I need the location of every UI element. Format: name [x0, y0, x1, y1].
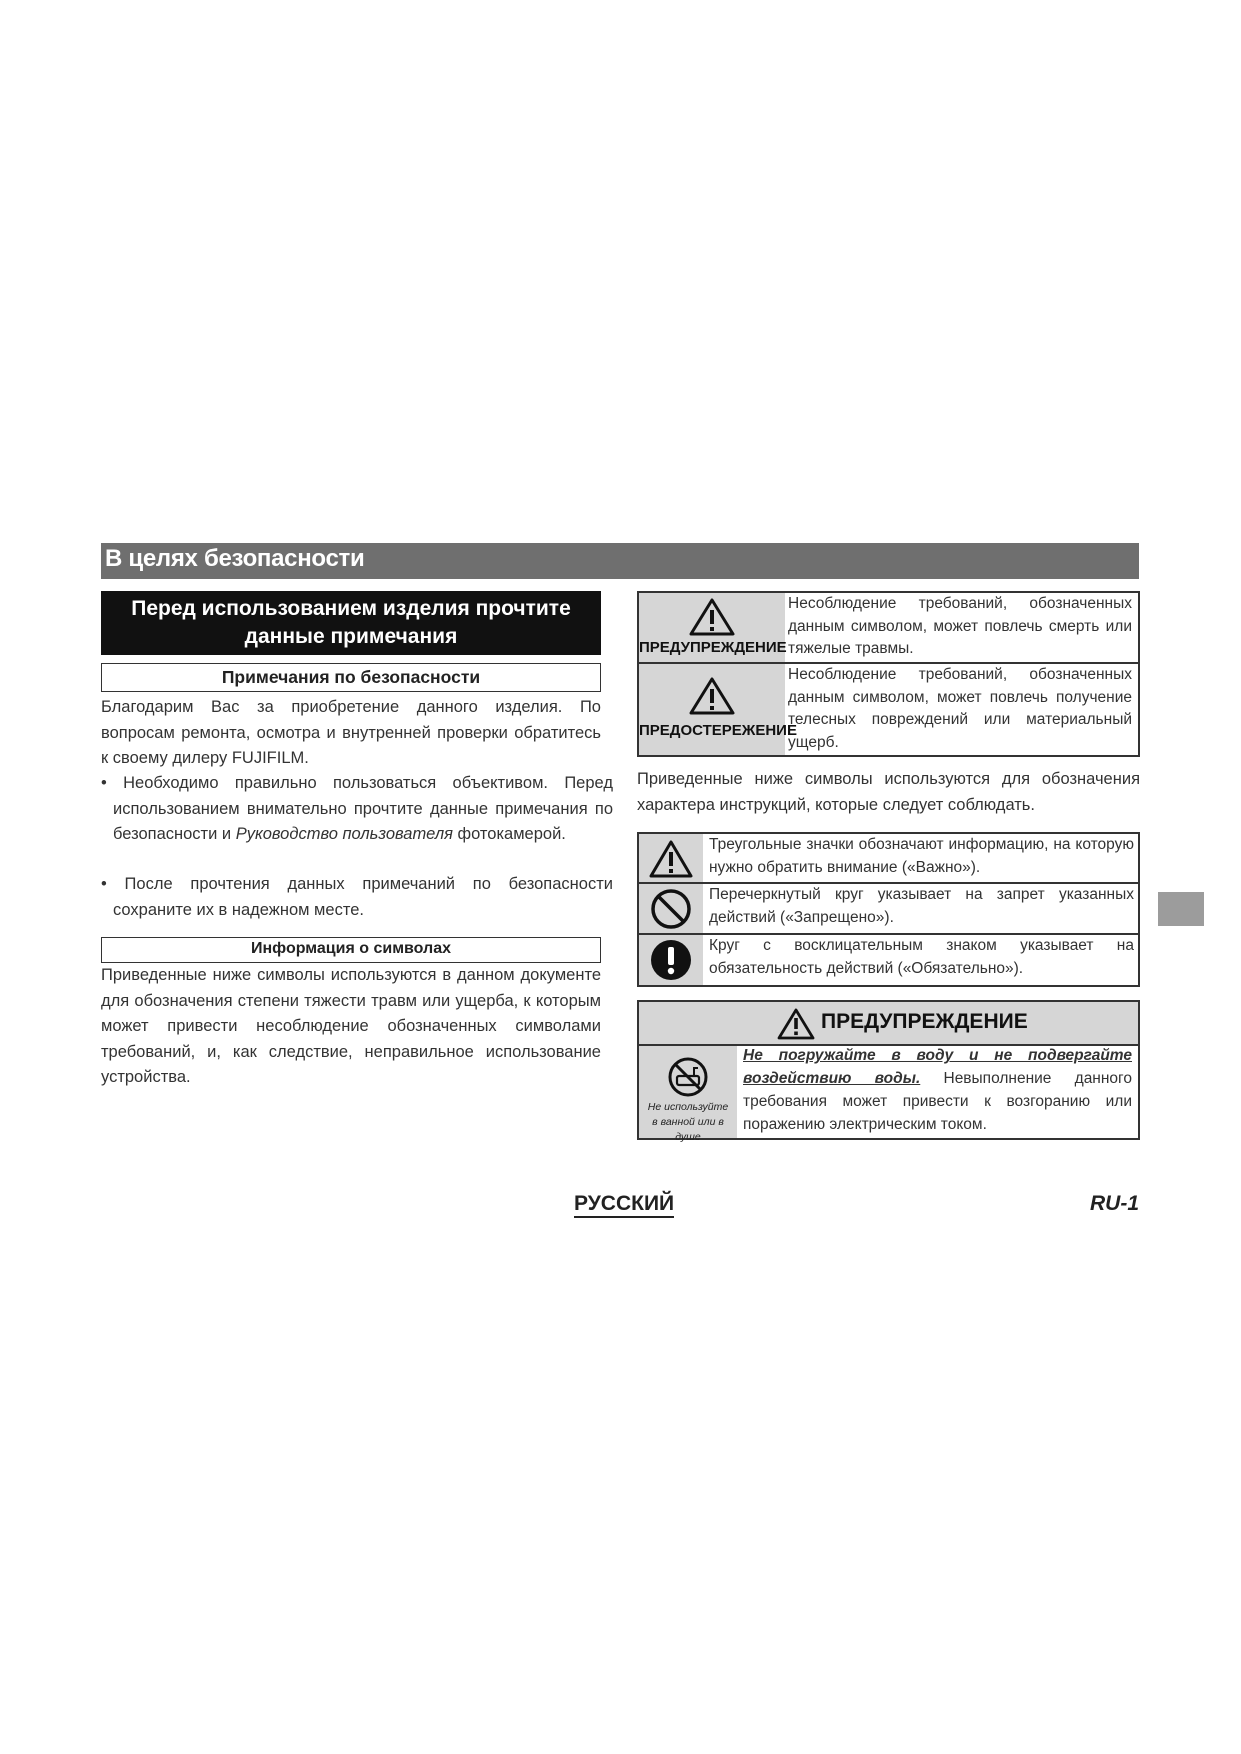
warning-triangle-icon: [777, 1007, 815, 1041]
symbol-table: [637, 832, 1140, 987]
severity-row-caution: [639, 664, 1138, 755]
notice-title: Перед использованием изделия прочтите данные примечания: [131, 597, 571, 648]
symbol-row-mandatory: [639, 935, 1138, 985]
symbols-info-heading: Информация о символах: [101, 937, 601, 963]
warning-box-header: [639, 1002, 1138, 1046]
notice-title-box: [101, 591, 601, 655]
caution-description: Несоблюдение требований, обозначенных данным символом, может повлечь получение телесных повреждений или материальный ущерб.: [788, 666, 1132, 751]
bullet-item: • После прочтения данных примечаний по безопасности сохраните их в надежном месте.: [101, 875, 613, 919]
instructions-intro: Приведенные ниже символы используются для обозначения характера инструкций, которые следует соблюдать.: [637, 770, 1140, 814]
warning-triangle-icon: [688, 676, 736, 716]
exclamation-circle-icon: [649, 938, 693, 982]
page-number: RU-1: [1090, 1192, 1140, 1215]
section-title: В целях безопасности: [105, 545, 365, 572]
severity-table: [637, 591, 1140, 757]
footer-language: РУССКИЙ: [574, 1192, 674, 1218]
warning-box-title: ПРЕДУПРЕЖДЕНИЕ: [821, 1010, 1028, 1033]
section-header: [101, 543, 1139, 579]
warning-description: Несоблюдение требований, обозначенных данным символом, может повлечь смерть или тяжелые травмы.: [788, 595, 1132, 657]
important-description: Треугольные значки обозначают информацию, на которую нужно обратить внимание («Важно»).: [709, 836, 1134, 876]
bullet-item: • Необходимо правильно пользоваться объективом. Перед использованием внимательно прочтите данные примечания по безопасности и Руководство пользователя фотокамерой.: [101, 774, 613, 843]
safety-notes-heading: Примечания по безопасности: [101, 663, 601, 692]
icon-caption: Не используйте в ванной или в душе: [647, 1101, 729, 1143]
symbols-info-text: Приведенные ниже символы используются в данном документе для обозначения степени тяжести травм или ущерба, к которым может привести несоблюдение обозначенных символами требований, и, как следствие, неправильное использование устройства.: [101, 966, 601, 1086]
symbol-row-prohibited: [639, 884, 1138, 935]
warning-triangle-icon: [648, 839, 694, 879]
severity-row-warning: [639, 593, 1138, 664]
mandatory-description: Круг с восклицательным знаком указывает на обязательность действий («Обязательно»).: [709, 937, 1134, 977]
side-tab-marker: [1158, 892, 1204, 926]
warning-box: [637, 1000, 1140, 1143]
warning-box-text: Не погружайте в воду и не подвергайте воздействию воды. Невыполнение данного требования может привести к возгоранию или поражению электрическим током.: [743, 1047, 1132, 1133]
prohibited-circle-icon: [649, 887, 693, 931]
prohibited-description: Перечеркнутый круг указывает на запрет указанных действий («Запрещено»).: [709, 886, 1134, 926]
no-bath-shower-icon: [667, 1056, 709, 1098]
safety-notes-intro: Благодарим Вас за приобретение данного изделия. По вопросам ремонта, осмотра и внутренней проверки обратитесь к своему дилеру FUJIFILM.: [101, 698, 601, 767]
warning-triangle-icon: [688, 597, 736, 637]
symbol-row-important: [639, 834, 1138, 884]
warning-label: ПРЕДУПРЕЖДЕНИЕ: [639, 639, 787, 656]
caution-label: ПРЕДОСТЕРЕЖЕНИЕ: [639, 722, 797, 739]
